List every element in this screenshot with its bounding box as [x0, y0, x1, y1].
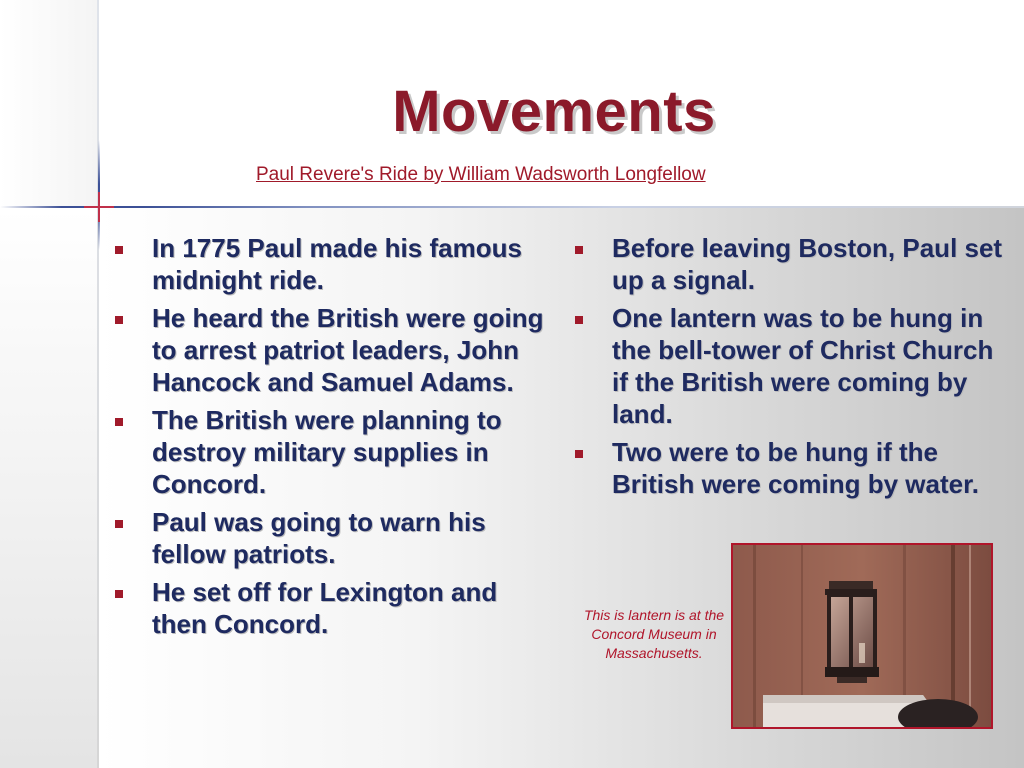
bullet-item	[572, 302, 1012, 430]
left-bullet-column	[112, 232, 552, 646]
bullet-text: One lantern was to be hung in the bell-tower of Christ Church if the British were coming by land.	[612, 303, 994, 429]
bullet-text: He heard the British were going to arrest patriot leaders, John Hancock and Samuel Adams.	[152, 303, 544, 397]
slide-left-strip	[0, 208, 98, 768]
right-bullet-column	[572, 232, 1012, 506]
bullet-square-icon	[115, 418, 123, 426]
cross-marker-vertical	[98, 192, 100, 222]
bullet-text: In 1775 Paul made his famous midnight ride.	[152, 233, 522, 295]
bullet-square-icon	[115, 520, 123, 528]
bullet-square-icon	[115, 316, 123, 324]
left-bullet-list	[112, 232, 552, 640]
photo-caption: This is lantern is at the Concord Museum in Massachusetts.	[583, 607, 725, 661]
bullet-square-icon	[575, 246, 583, 254]
horizontal-accent-line	[0, 206, 1024, 208]
bullet-text: Before leaving Boston, Paul set up a signal.	[612, 233, 1003, 295]
bullet-item	[112, 232, 552, 296]
bullet-item	[572, 232, 1012, 296]
bullet-square-icon	[115, 246, 123, 254]
bullet-square-icon	[115, 590, 123, 598]
bullet-text: Two were to be hung if the British were coming by water.	[612, 437, 979, 499]
bullet-text: He set off for Lexington and then Concord.	[152, 577, 498, 639]
bullet-item	[112, 506, 552, 570]
lantern-photo	[731, 543, 993, 729]
right-bullet-list	[572, 232, 1012, 500]
lantern-image	[733, 545, 991, 727]
poem-link[interactable]: Paul Revere's Ride by William Wadsworth Longfellow	[256, 164, 706, 185]
slide-title: Movements	[392, 79, 716, 144]
bullet-square-icon	[575, 316, 583, 324]
bullet-item	[112, 404, 552, 500]
bullet-text: Paul was going to warn his fellow patriots.	[152, 507, 486, 569]
bullet-square-icon	[575, 450, 583, 458]
bullet-item	[112, 302, 552, 398]
bullet-item	[112, 576, 552, 640]
bullet-item	[572, 436, 1012, 500]
bullet-text: The British were planning to destroy military supplies in Concord.	[152, 405, 502, 499]
